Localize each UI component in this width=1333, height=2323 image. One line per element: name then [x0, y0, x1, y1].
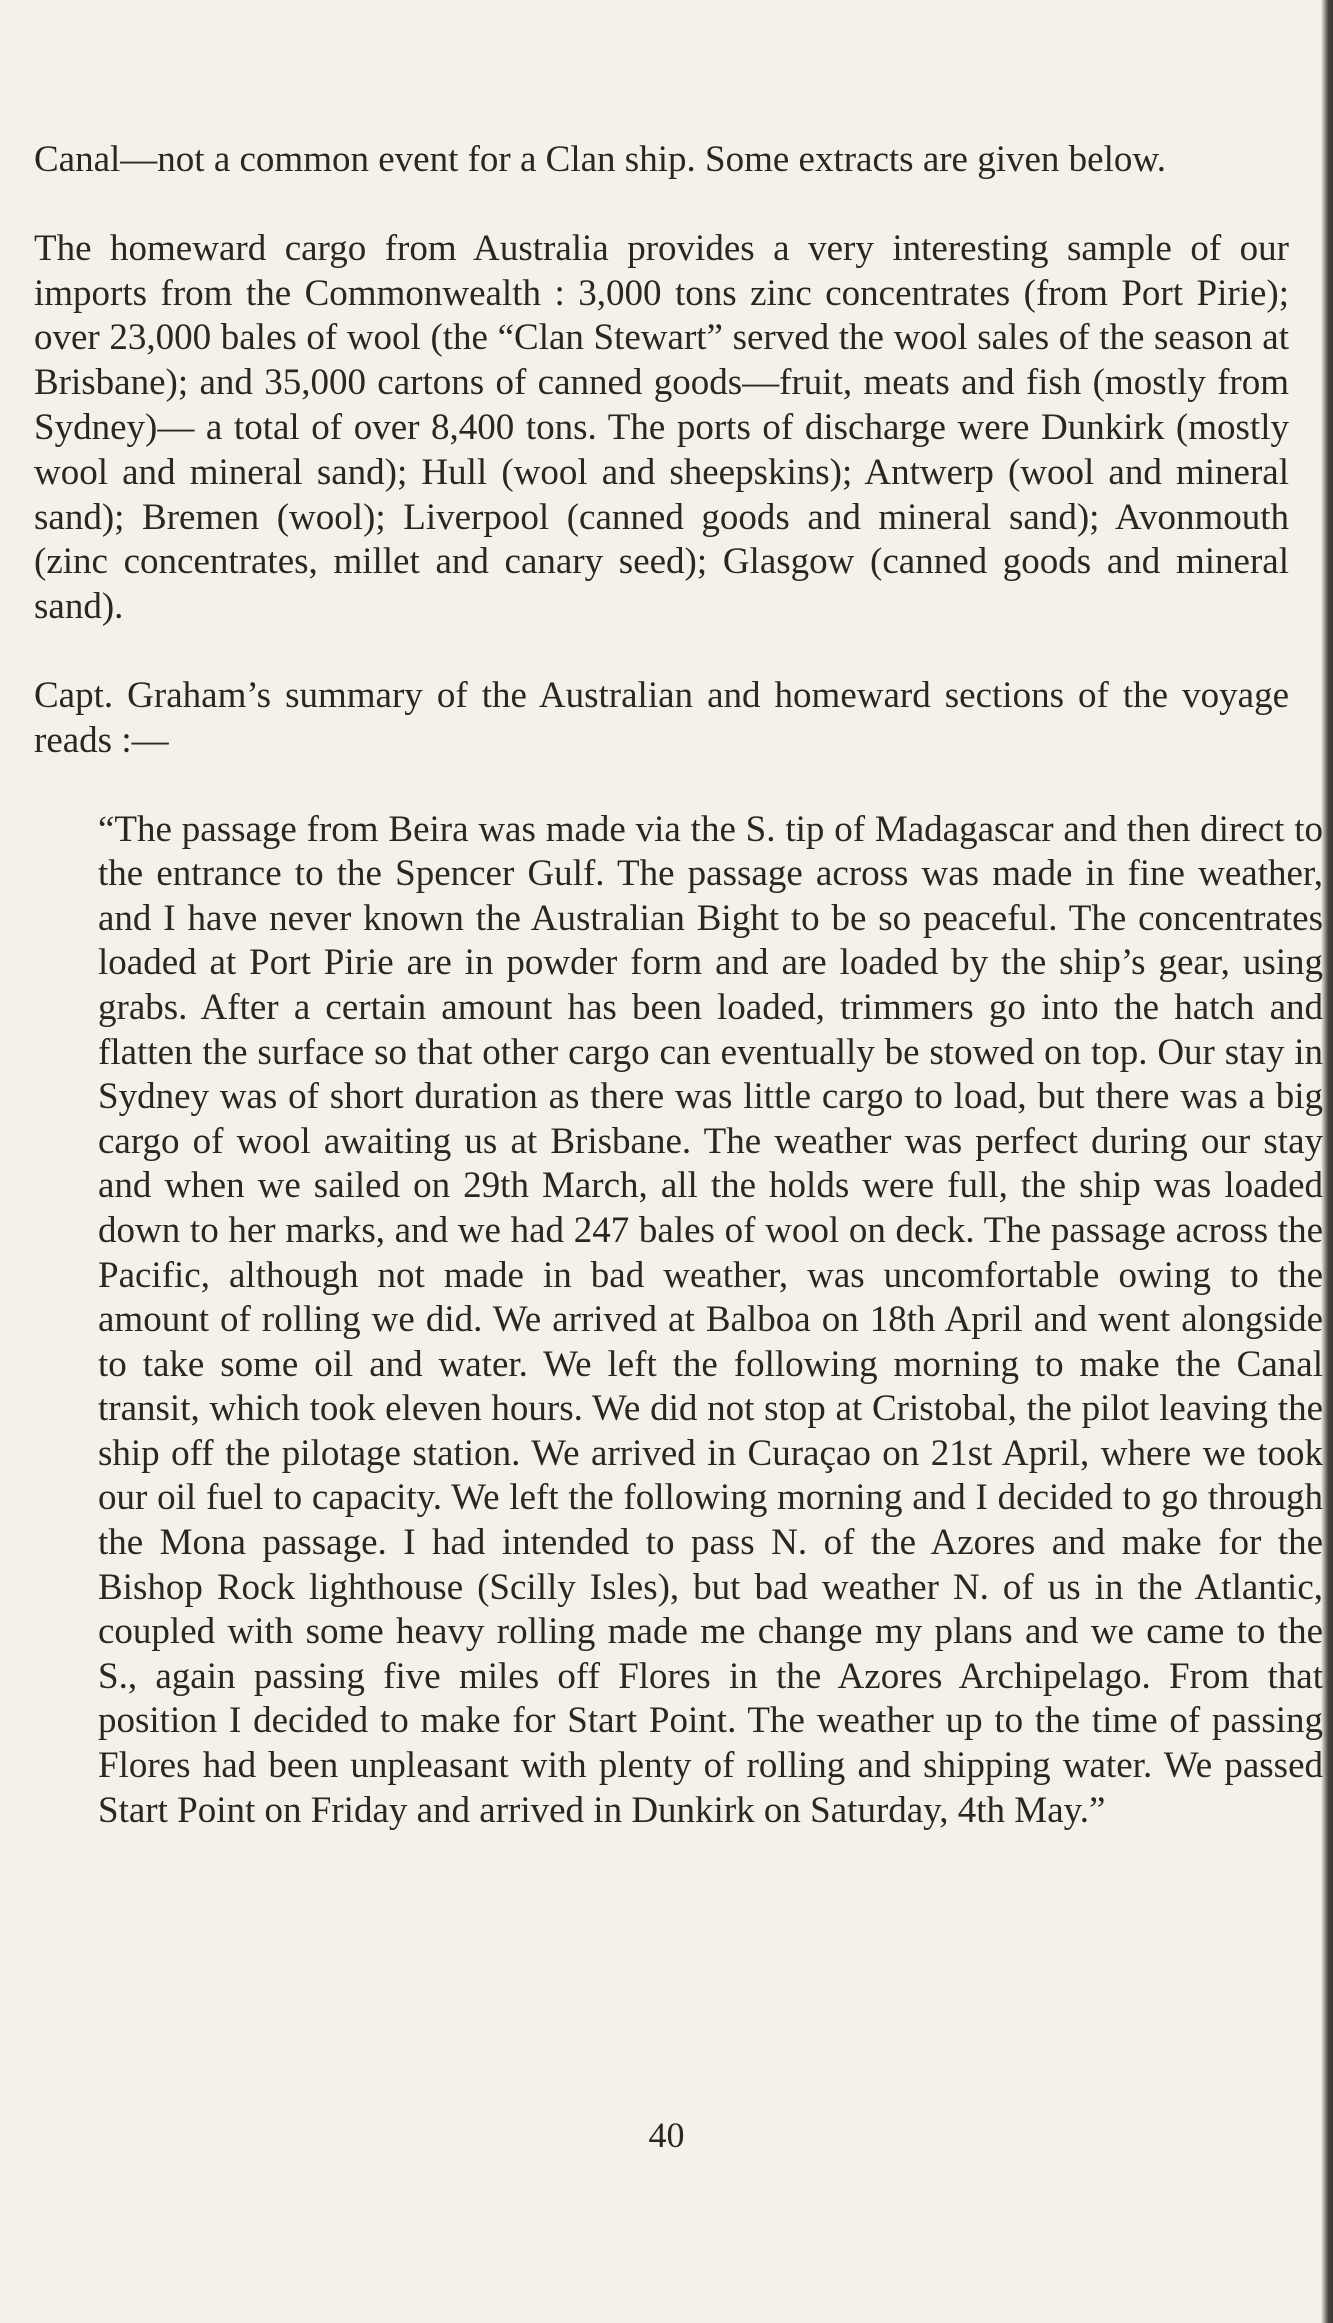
- paragraph-homeward-cargo: The homeward cargo from Australia provides a very interesting sample of our imports from the Commonwealth : 3,000 tons zinc concentrates (from Port Pirie); over 23,000 bales of wool (the “Clan Stewart” served the wool sales of the season at Brisbane); and 35,000 cartons of canned goods—fruit, meats and fish (mostly from Sydney)— a total of over 8,400 tons. The ports of discharge were Dunkirk (mostly wool and mineral sand); Hull (wool and sheepskins); Antwerp (wool and mineral sand); Bremen (wool); Liverpool (canned goods and mineral sand); Avonmouth (zinc concentrates, millet and canary seed); Glasgow (canned goods and mineral sand).: [34, 227, 1289, 628]
- page-body: [34, 138, 1323, 1833]
- paragraph-summary-intro: Capt. Graham’s summary of the Australian and homeward sections of the voyage reads :—: [34, 674, 1289, 761]
- paragraph-canal-intro: Canal—not a common event for a Clan ship. Some extracts are given below.: [34, 139, 1166, 180]
- captain-quote: “The passage from Beira was made via the S. tip of Madagascar and then direct to the entrance to the Spencer Gulf. The passage across was made in fine weather, and I have never known the Australian Bight to be so peaceful. The concentrates loaded at Port Pirie are in powder form and are loaded by the ship’s gear, using grabs. After a certain amount has been loaded, trimmers go into the hatch and flatten the surface so that other cargo can eventually be stowed on top. Our stay in Sydney was of short duration as there was little cargo to load, but there was a big cargo of wool awaiting us at Brisbane. The weather was perfect during our stay and when we sailed on 29th March, all the holds were full, the ship was loaded down to her marks, and we had 247 bales of wool on deck. The passage across the Pacific, although not made in bad weather, was uncomfortable owing to the amount of rolling we did. We arrived at Balboa on 18th April and went alongside to take some oil and water. We left the following morning to make the Canal transit, which took eleven hours. We did not stop at Cristobal, the pilot leaving the ship off the pilotage station. We arrived in Curaçao on 21st April, where we took our oil fuel to capacity. We left the following morning and I decided to go through the Mona passage. I had intended to pass N. of the Azores and make for the Bishop Rock lighthouse (Scilly Isles), but bad weather N. of us in the Atlantic, coupled with some heavy rolling made me change my plans and we came to the S., again passing five miles off Flores in the Azores Archipelago. From that position I decided to make for Start Point. The weather up to the time of passing Flores had been unpleasant with plenty of rolling and shipping water. We passed Start Point on Friday and arrived in Dunkirk on Saturday, 4th May.”: [98, 808, 1323, 1831]
- page-number: 40: [648, 2115, 685, 2155]
